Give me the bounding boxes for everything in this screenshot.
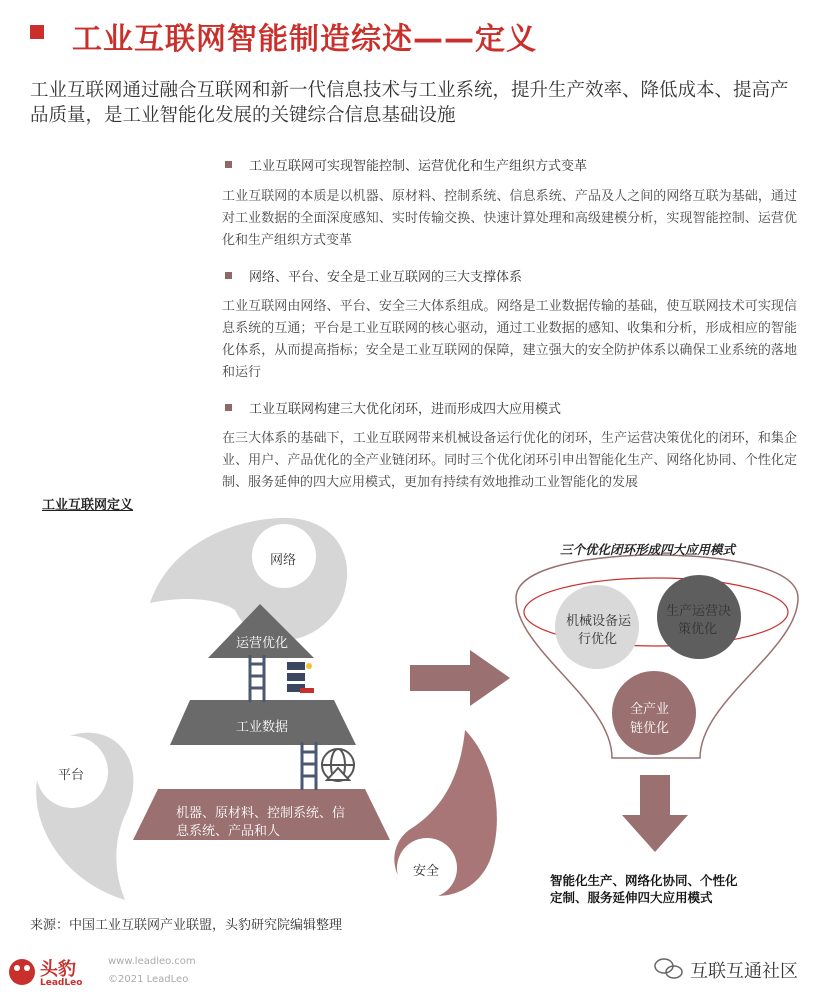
server-icon <box>287 662 314 693</box>
footer-url[interactable]: www.leadleo.com <box>108 956 196 967</box>
result-text <box>550 872 738 906</box>
right-arrow <box>410 650 510 706</box>
down-arrow <box>622 775 688 852</box>
section-1-body: 工业互联网的本质是以机器、原材料、控制系统、信息系统、产品及人之间的网络互联为基础，通过对工业数据的全面深度感知、实时传输交换、快速计算处理和高级建模分析，实现智能控制、运营优化和生产组织方式变革 <box>222 189 797 248</box>
intro-text: 工业互联网通过融合互联网和新一代信息技术与工业系统，提升生产效率、降低成本、提高产品质量，是工业智能化发展的关键综合信息基础设施 <box>30 80 789 126</box>
security-label: 安全 <box>413 864 440 879</box>
layer-middle-label: 工业数据 <box>236 720 289 735</box>
ladder-icon <box>302 742 316 790</box>
result-line-1: 智能化生产、网络化协同、个性化 <box>550 873 738 888</box>
section-2-title: 网络、平台、安全是工业互联网的三大支撑体系 <box>249 270 523 285</box>
section-3-body: 在三大体系的基础下，工业互联网带来机械设备运行优化的闭环，生产运营决策优化的闭环，和集企业、用户、产品优化的全产业链闭环。同时三个优化闭环引申出智能化生产、网络化协同、个性化定制、服务延伸的四大应用模式，更加有持续有效地推动工业智能化的发展 <box>222 431 797 490</box>
circle-chain-label-1: 全产业 <box>630 702 670 717</box>
brand-name: 头豹 <box>40 959 76 980</box>
funnel-title: 三个优化闭环形成四大应用模式 <box>560 542 736 557</box>
layer-top-label: 运营优化 <box>236 636 289 651</box>
circle-chain-label-2: 链优化 <box>630 721 670 736</box>
section-2-body: 工业互联网由网络、平台、安全三大体系组成。网络是工业数据传输的基础，使互联网技术可实现信息系统的互通；平台是工业互联网的核心驱动，通过工业数据的感知、收集和分析，形成相应的智能化体系，从而提高指标；安全是工业互联网的保障，建立强大的安全防护体系以确保工业系统的落地和运行 <box>222 299 797 380</box>
leadleo-logo-mark <box>9 959 35 985</box>
footer-copyright: ©2021 LeadLeo <box>108 974 189 985</box>
circle-decision-label-2: 策优化 <box>678 622 718 637</box>
circle-decision-label-1: 生产运营决 <box>666 604 732 619</box>
network-label: 网络 <box>270 553 297 568</box>
brand-name-en: LeadLeo <box>40 978 83 988</box>
diagram-title: 工业互联网定义 <box>42 498 134 513</box>
page-title: 工业互联网智能制造综述——定义 <box>72 22 537 57</box>
globe-icon <box>322 749 354 781</box>
circle-machine-label-2: 行优化 <box>578 632 618 647</box>
section-1-title: 工业互联网可实现智能控制、运营优化和生产组织方式变革 <box>249 159 588 174</box>
section-3-title: 工业互联网构建三大优化闭环，进而形成四大应用模式 <box>249 402 562 417</box>
source-note: 来源：中国工业互联网产业联盟，头豹研究院编辑整理 <box>30 918 343 933</box>
result-line-2: 定制、服务延伸四大应用模式 <box>550 890 713 905</box>
circle-machine-label-1: 机械设备运 <box>566 614 632 629</box>
wechat-icon <box>655 959 682 978</box>
watermark-text: 互联互通社区 <box>690 961 798 982</box>
platform-label: 平台 <box>58 768 85 783</box>
layer-bottom-label-2: 息系统、产品和人 <box>176 824 281 839</box>
layer-bottom-label-1: 机器、原材料、控制系统、信 <box>176 806 346 821</box>
ladder-icon <box>250 655 264 702</box>
